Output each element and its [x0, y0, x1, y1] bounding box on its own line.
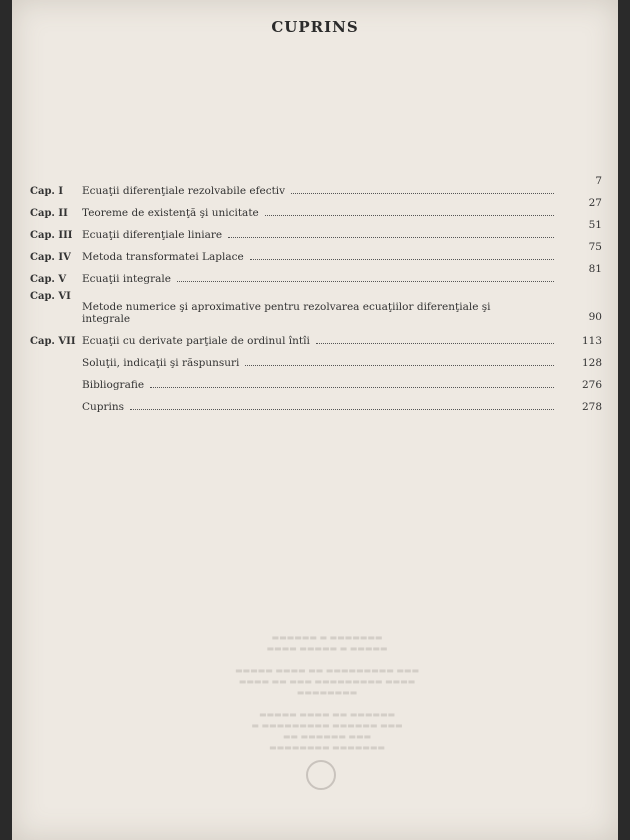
book-page: [12, 0, 618, 840]
leader-dots: [150, 387, 554, 388]
toc-entry: [30, 219, 606, 241]
leader-dots: [228, 237, 554, 238]
leader-dots: [291, 193, 554, 194]
printer-seal-icon: [306, 760, 336, 790]
leader-dots: [130, 409, 554, 410]
chapter-title: Metode numerice şi aproximative pentru rezolvarea ecuaţiilor diferenţiale şi: [82, 301, 491, 313]
chapter-title: Cuprins: [82, 401, 125, 413]
page-number: 113: [581, 335, 602, 347]
page-number: 27: [588, 197, 602, 209]
chapter-title: Bibliografie: [82, 379, 145, 391]
leader-dots: [265, 215, 554, 216]
page-number: 51: [588, 219, 602, 231]
chapter-title: Ecuaţii cu derivate parţiale de ordinul întîi: [82, 335, 310, 347]
chapter-label: Cap. IV: [30, 252, 71, 263]
chapter-label: Cap. III: [30, 230, 73, 241]
leader-dots: [177, 281, 554, 282]
toc-entry: [30, 263, 606, 285]
chapter-title: Ecuaţii diferenţiale liniare: [82, 229, 223, 241]
toc-entry: [30, 197, 606, 219]
chapter-title: Metoda transformatei Laplace: [82, 251, 244, 263]
toc-entry: [30, 241, 606, 263]
chapter-label: Cap. VII: [30, 336, 76, 347]
page-number: 128: [581, 357, 602, 369]
chapter-title-continued: integrale: [82, 313, 131, 325]
page-number: 276: [581, 379, 602, 391]
leader-space: [136, 321, 554, 322]
chapter-label: Cap. I: [30, 186, 64, 197]
chapter-title: Teoreme de existenţă şi unicitate: [82, 207, 259, 219]
chapter-title: Ecuaţii integrale: [82, 273, 171, 285]
chapter-title: Soluţii, indicaţii şi răspunsuri: [82, 357, 240, 369]
leader-dots: [250, 259, 554, 260]
page-number: 278: [581, 401, 602, 413]
toc-entry: [30, 285, 606, 325]
toc-entry: [30, 391, 606, 413]
page-number: 90: [588, 311, 602, 323]
toc-entry: [30, 176, 606, 197]
page-number: 81: [588, 263, 602, 275]
table-of-contents: [30, 176, 606, 413]
toc-entry: [30, 347, 606, 369]
page-number: 75: [588, 241, 602, 253]
toc-entry: [30, 325, 606, 347]
page-number: 7: [595, 175, 602, 187]
chapter-label: Cap. II: [30, 208, 68, 219]
chapter-label: Cap. V: [30, 274, 67, 285]
chapter-title: Ecuaţii diferenţiale rezolvabile efectiv: [82, 185, 286, 197]
leader-dots: [316, 343, 554, 344]
leader-dots: [245, 365, 554, 366]
toc-entry: [30, 369, 606, 391]
faded-print-block: ▬▬▬▬▬▬ ▬ ▬▬▬▬▬▬▬ ▬▬▬▬ ▬▬▬▬▬ ▬ ▬▬▬▬▬ ▬▬▬▬▬ ▬▬▬▬ ▬▬ ▬▬▬▬▬▬▬▬▬ ▬▬▬ ▬▬▬▬ ▬▬ ▬▬▬ ▬▬▬▬▬▬▬▬▬ ▬▬▬▬ ▬▬▬▬▬▬▬▬ ▬▬▬▬▬ ▬▬▬▬ ▬▬ ▬▬▬▬▬▬ ▬ ▬▬▬▬▬▬▬▬▬ ▬▬▬▬▬▬ ▬▬▬ ▬▬ ▬▬▬▬▬▬ ▬▬▬ ▬▬▬▬▬▬▬▬ ▬▬▬▬▬▬▬: [234, 633, 420, 752]
chapter-label: Cap. VI: [30, 291, 71, 302]
page-title: CUPRINS: [271, 18, 359, 36]
